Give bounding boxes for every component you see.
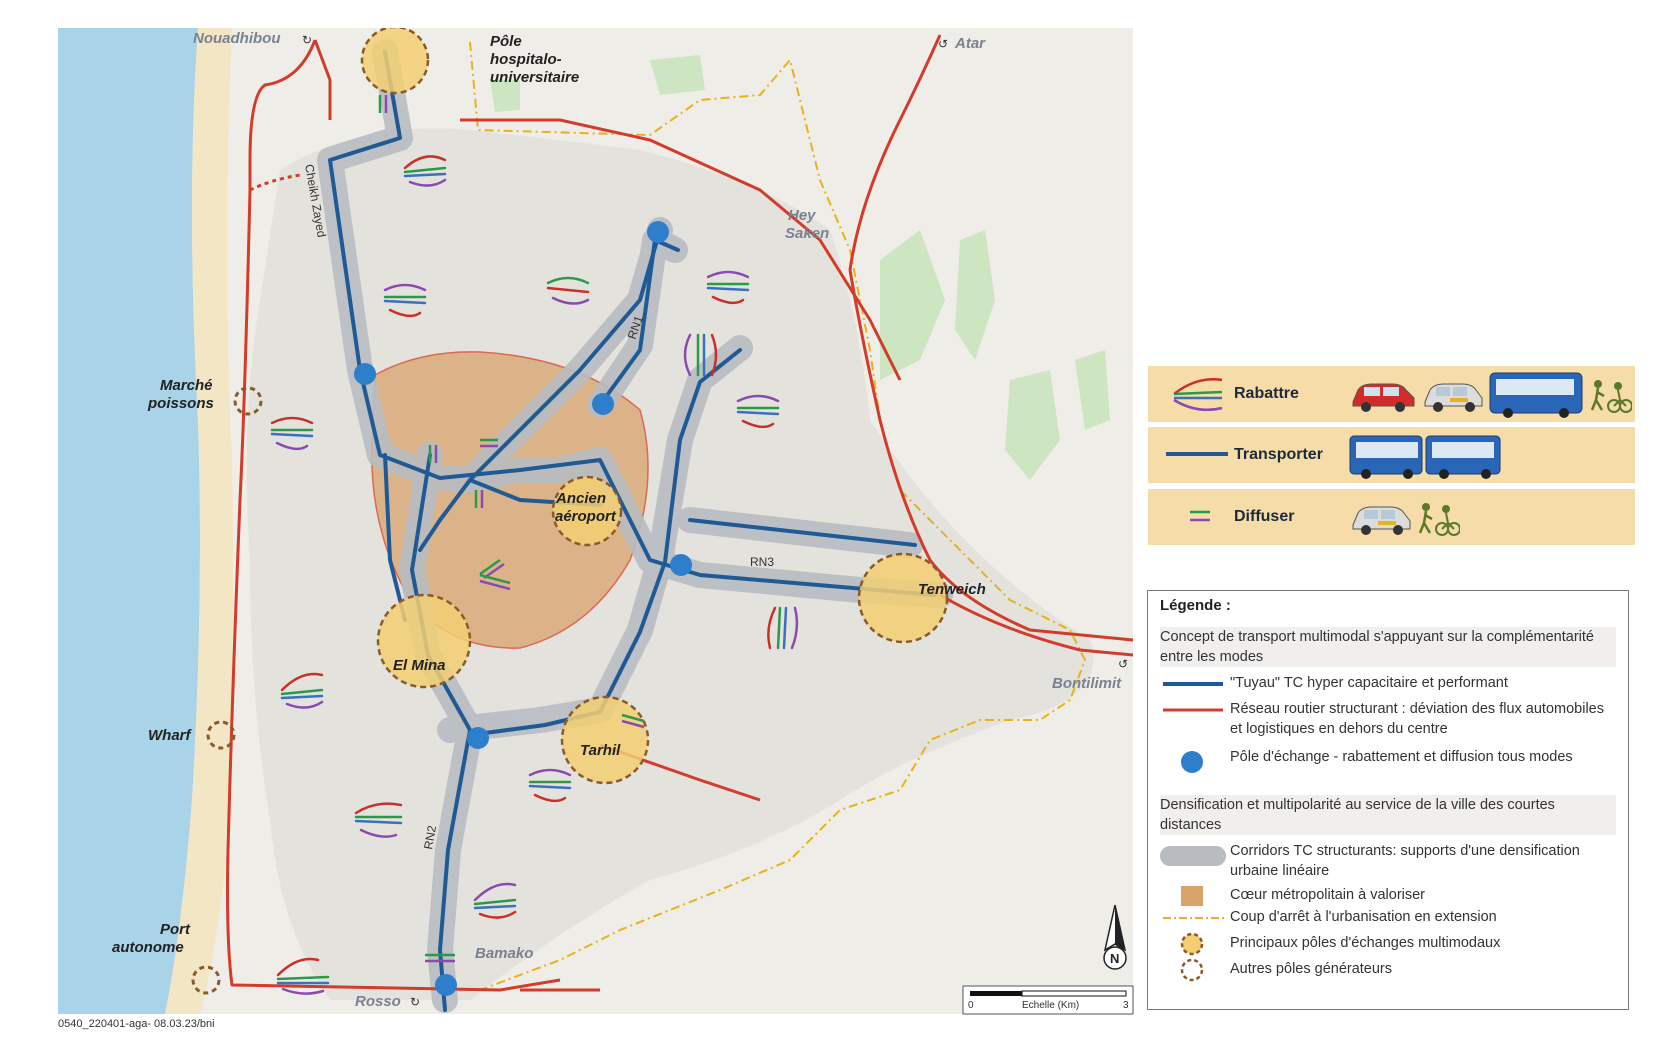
label-saken: Saken: [785, 225, 830, 242]
label-wharf: Wharf: [148, 727, 191, 744]
label-poissons: poissons: [148, 395, 214, 412]
legend-coup-arret: Coup d'arrêt à l'urbanisation en extension: [1230, 909, 1497, 925]
mode-diffuser: [1148, 489, 1635, 545]
legend-minor-pole-swatch: [1179, 957, 1205, 983]
label-autonome: autonome: [112, 939, 184, 956]
label-nouadhibou: Nouadhibou: [193, 30, 281, 47]
label-atar: Atar: [955, 35, 986, 52]
taxi-icon: [1420, 378, 1486, 414]
legend-corridor-swatch: [1158, 843, 1228, 869]
pole-tarhil: [562, 697, 648, 783]
pole-hospitalo: [362, 27, 428, 93]
car-icon: [1348, 378, 1418, 414]
label-rn2: RN2: [421, 824, 440, 851]
mode-label-transporter: Transporter: [1234, 446, 1323, 463]
label-hey: Hey: [788, 207, 816, 224]
label-el-mina: El Mina: [393, 657, 446, 674]
scale-title: Echelle (Km): [1022, 1000, 1080, 1011]
taxi-icon: [1348, 501, 1414, 537]
label-rn3: RN3: [750, 555, 775, 569]
scale-start: 0: [968, 1000, 974, 1011]
label-pole-2: hospitalo-: [490, 51, 562, 68]
map-caption: 0540_220401-aga- 08.03.23/bni: [58, 1018, 215, 1030]
legend-pole-echange: Pôle d'échange - rabattement et diffusion tous modes: [1230, 749, 1573, 765]
brt-bus-icon: [1348, 432, 1504, 480]
diffuser-arrows-icon: [1188, 505, 1214, 527]
legend-autres: Autres pôles générateurs: [1230, 961, 1393, 977]
legend-hub-swatch: [1179, 749, 1205, 775]
legend-title: Légende :: [1160, 597, 1231, 614]
label-tarhil: Tarhil: [580, 742, 621, 759]
label-pole-3: universitaire: [490, 69, 580, 86]
label-aeroport: aéroport: [555, 508, 616, 525]
legend-corridors: Corridors TC structurants: supports d'une densification urbaine linéaire: [1230, 843, 1580, 879]
sea: [58, 28, 200, 1014]
label-cheikh-zayed: Cheikh Zayed: [302, 163, 329, 239]
legend-limit-swatch: [1162, 913, 1226, 923]
legend-principaux: Principaux pôles d'échanges multimodaux: [1230, 935, 1501, 951]
ring-icon: ↺: [1118, 657, 1129, 671]
bus-icon: [1488, 369, 1584, 419]
scale-end: 3: [1123, 1000, 1129, 1011]
label-ancien: Ancien: [556, 490, 607, 507]
north-label: N: [1110, 951, 1120, 966]
legend-core-swatch: [1180, 885, 1204, 907]
legend-tuyau: "Tuyau" TC hyper capacitaire et performant: [1230, 675, 1508, 691]
legend-reseau: Réseau routier structurant : déviation des flux automobiles et logistiques en dehors du centre: [1230, 701, 1604, 737]
transport-line-icon: [1164, 447, 1230, 461]
label-rn1: RN1: [624, 313, 647, 342]
mode-rabattre: [1148, 366, 1635, 422]
legend-road-swatch: [1162, 705, 1224, 715]
label-bamako: Bamako: [475, 945, 534, 962]
pole-tenweich: [859, 554, 947, 642]
legend-section-1: Concept de transport multimodal s'appuyant sur la complémentarité entre les modes: [1160, 627, 1616, 667]
legend-coeur: Cœur métropolitain à valoriser: [1230, 887, 1426, 903]
rabattre-arrows-icon: [1172, 374, 1224, 414]
label-rosso: Rosso: [355, 993, 401, 1010]
label-pole-1: Pôle: [490, 33, 522, 50]
ring-icon: ↻: [302, 33, 313, 47]
ring-icon: ↺: [938, 37, 949, 51]
label-marche: Marché: [160, 377, 213, 394]
label-tenweich: Tenweich: [918, 581, 986, 598]
legend-box: [1147, 590, 1629, 1010]
legend-major-pole-swatch: [1179, 931, 1205, 957]
mode-transporter: [1148, 427, 1635, 483]
legend-section-2: Densification et multipolarité au service de la ville des courtes distances: [1160, 795, 1616, 835]
mode-label-diffuser: Diffuser: [1234, 508, 1295, 525]
label-bontilimit: Bontilimit: [1052, 675, 1122, 692]
ring-icon: ↻: [410, 995, 421, 1009]
scale-bar: [963, 986, 1133, 1014]
pedestrian-cyclist-icon: [1588, 378, 1632, 414]
legend-tuyau-swatch: [1162, 679, 1224, 689]
pedestrian-cyclist-icon: [1416, 501, 1460, 537]
mode-label-rabattre: Rabattre: [1234, 385, 1299, 402]
label-port: Port: [160, 921, 190, 938]
